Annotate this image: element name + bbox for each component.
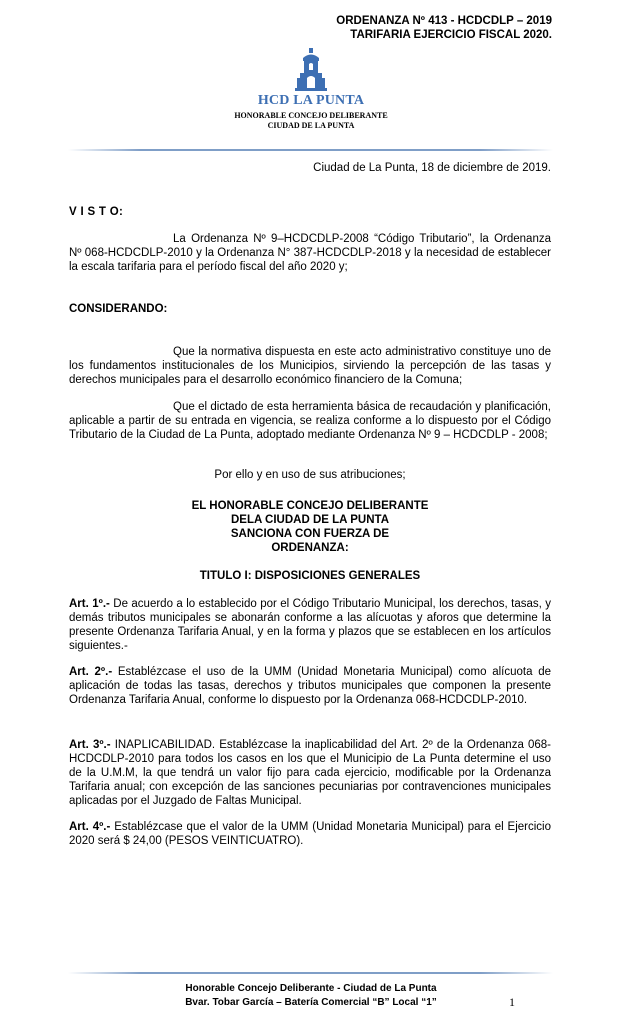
- article-text: Establézcase que el valor de la UMM (Unidad Monetaria Municipal) para el Ejercicio 2020 será $ 24,00 (PESOS VEINTICUATRO).: [69, 821, 552, 847]
- footer-divider: [68, 972, 553, 974]
- article-2: [69, 665, 551, 707]
- ordinance-subject: TARIFARIA EJERCICIO FISCAL 2020.: [350, 29, 552, 41]
- titulo-heading: TITULO I: DISPOSICIONES GENERALES: [199, 570, 421, 582]
- article-3: [69, 738, 551, 808]
- considerando-paragraph-2: Que el dictado de esta herramienta básica de recaudación y planificación, aplicable a partir de su entrada en vigencia, se realiza conforme a lo dispuesto por el Código Tributario de la Ciudad de La Punta, adoptado mediante Ordenanza Nº 9 – HCDCDLP - 2008;: [69, 401, 551, 441]
- institution-block: [0, 111, 622, 131]
- church-tower-icon: [291, 48, 331, 92]
- sanciona-block: [69, 499, 551, 555]
- ordinance-number: ORDENANZA Nº 413 - HCDCDLP – 2019: [336, 15, 552, 27]
- article-text: De acuerdo a lo establecido por el Código Tributario Municipal, los derechos, tasas, y demás tributos municipales se abonarán conforme a las alícuotas y aforos que determine la presente Ordenanza Tarifaria Anual, y en la forma y plazos que se establecen en los artículos siguientes.-: [69, 598, 551, 652]
- sanciona-line-2: DELA CIUDAD DE LA PUNTA: [230, 514, 389, 526]
- article-text: INAPLICABILIDAD. Establézcase la inaplicabilidad del Art. 2º de la Ordenanza 068-HCDCDLP-2010 para todos los casos en los que el Municipio de La Punta determine el uso de la U.M.M, la que tendrá un valor fijo para cada ejercicio, modificable por la Ordenanza Tarifaria anual; con excepción de las sanciones pecuniarias por contravenciones municipales aplicadas por el Juzgado de Faltas Municipal.: [69, 739, 551, 807]
- por-ello-line: Por ello y en uso de sus atribuciones;: [214, 469, 406, 481]
- sanciona-line-1: EL HONORABLE CONCEJO DELIBERANTE: [191, 500, 429, 512]
- article-label: Art. 4º.-: [69, 821, 111, 833]
- considerando-heading: CONSIDERANDO:: [69, 303, 168, 315]
- article-label: Art. 2º.-: [69, 666, 113, 678]
- article-text: Establézcase el uso de la UMM (Unidad Monetaria Municipal) como alícuota de aplicación de todas las tasas, derechos y tributos municipales que componen la presente Ordenanza Tarifaria Anual, conforme lo dispuesto por la Ordenanza 068-HCDCDLP-2010.: [69, 666, 551, 706]
- article-label: Art. 1º.-: [69, 598, 110, 610]
- logo-brand-text: HCD LA PUNTA: [257, 93, 365, 108]
- visto-heading: V I S T O:: [69, 206, 124, 218]
- institution-city: CIUDAD DE LA PUNTA: [267, 121, 355, 130]
- sanciona-line-3: SANCIONA CON FUERZA DE: [230, 528, 390, 540]
- hcd-logo: [0, 48, 622, 97]
- header-divider: [68, 149, 553, 151]
- visto-text: La Ordenanza Nº 9–HCDCDLP-2008 “Código Tributario”, la Ordenanza Nº 068-HCDCDLP-2010 y la Ordenanza N° 387-HCDCDLP-2018 y la necesidad de establecer la escala tarifaria para el período fiscal del año 2020 y;: [69, 233, 551, 273]
- document-header: [336, 14, 552, 42]
- page-number: 1: [509, 995, 515, 1009]
- footer-institution: Honorable Concejo Deliberante - Ciudad de La Punta: [185, 983, 437, 994]
- institution-name: HONORABLE CONCEJO DELIBERANTE: [234, 111, 388, 120]
- article-1: [69, 597, 551, 653]
- sanciona-line-4: ORDENANZA:: [271, 542, 349, 554]
- date-line: Ciudad de La Punta, 18 de diciembre de 2019.: [313, 162, 551, 174]
- footer-address: Bvar. Tobar García – Batería Comercial “B” Local “1”: [185, 997, 437, 1008]
- considerando-paragraph-1: Que la normativa dispuesta en este acto administrativo constituye uno de los fundamentos institucionales de los Municipios, sirviendo la percepción de las tasas y derechos municipales para el desarrollo económico financiero de la Comuna;: [69, 346, 551, 386]
- article-label: Art. 3º.-: [69, 739, 111, 751]
- article-4: [69, 820, 551, 848]
